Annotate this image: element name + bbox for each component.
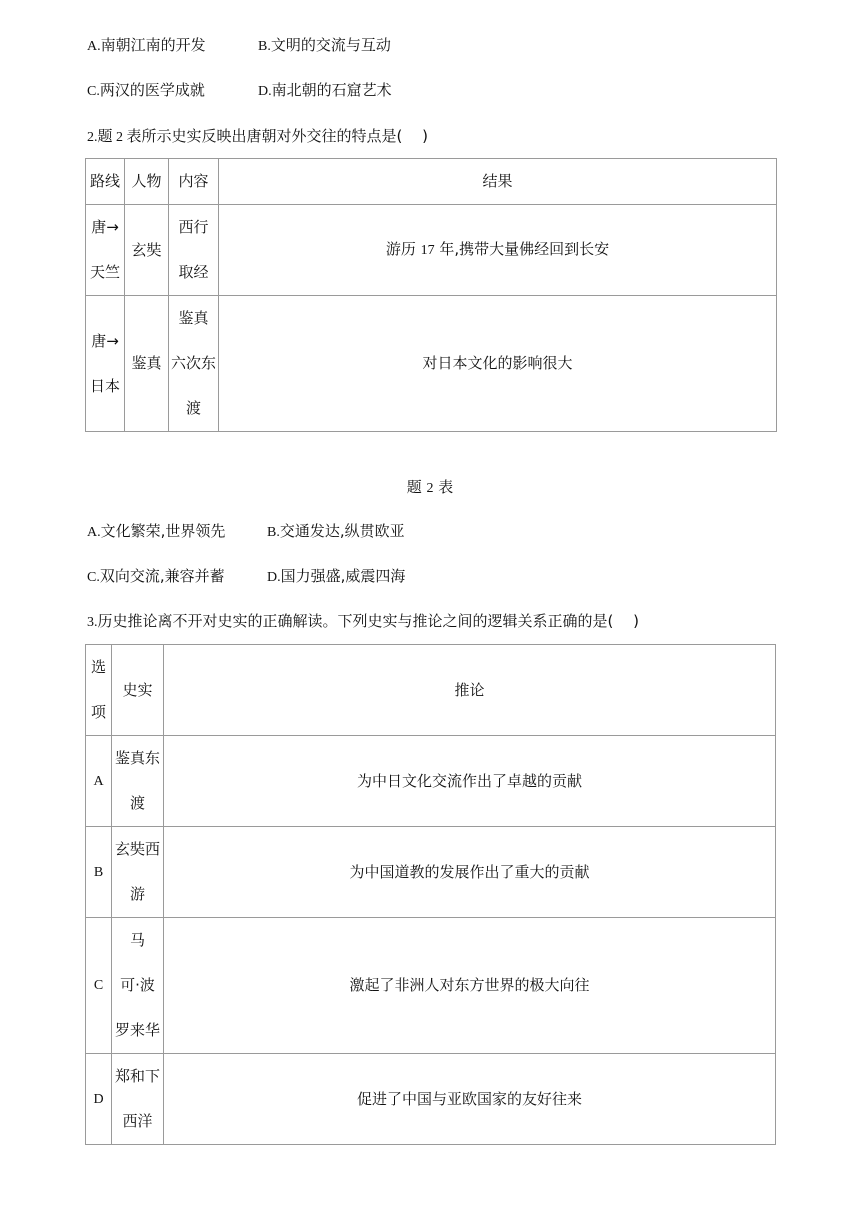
q3-header-inference: 推论: [164, 645, 776, 736]
q2-stem-pre: 题: [97, 127, 113, 145]
q2-table-caption: [0, 476, 860, 500]
q2-row1-result-post: 年,携带大量佛经回到长安: [434, 240, 610, 258]
q2-row1-result-pre: 游历: [385, 240, 421, 258]
q2-option-a-text: 文化繁荣,世界领先: [100, 522, 226, 540]
q1-option-d-text: 南北朝的石窟艺术: [271, 81, 392, 99]
q2-row2-route: [86, 296, 125, 432]
q2-row1-result-num: 17: [420, 243, 435, 258]
q1-option-c-letter: C.: [87, 84, 100, 99]
q2-header-content: 内容: [169, 159, 219, 205]
q3-table-row: [86, 736, 776, 827]
q2-option-a-letter: A.: [87, 525, 101, 540]
q3-row-a-fact: [112, 736, 164, 827]
q2-stem-num: 2: [112, 130, 127, 145]
q2-row1-content-line1: 西行: [178, 218, 209, 236]
q3-row-c-fact-line2: 可·波: [120, 976, 155, 994]
q3-stem: [87, 610, 639, 632]
q2-table-row: [86, 205, 777, 296]
q3-row-b-option: B: [86, 827, 112, 918]
q1-option-a: [87, 34, 206, 55]
q1-option-a-letter: A.: [87, 39, 101, 54]
q3-table-row: [86, 1054, 776, 1145]
q2-row1-route-line1: 唐→: [91, 218, 119, 236]
q2-caption-post: 表: [433, 478, 454, 496]
q3-row-a-inference: 为中日文化交流作出了卓越的贡献: [164, 736, 776, 827]
q2-row2-content-line1: 鉴真: [178, 309, 209, 327]
q2-table-row: [86, 296, 777, 432]
q2-option-c-letter: C.: [87, 570, 100, 585]
q3-header-option-line2: 项: [90, 703, 106, 721]
q2-row2-route-line1: 唐→: [91, 331, 119, 350]
q1-option-d-letter: D.: [258, 84, 272, 99]
q2-header-result: 结果: [219, 159, 777, 205]
q1-option-b: [258, 34, 391, 55]
q2-header-person: 人物: [125, 159, 169, 205]
q2-option-c-text: 双向交流,兼容并蓄: [99, 567, 225, 585]
q1-option-c-text: 两汉的医学成就: [99, 81, 205, 99]
q3-row-b-fact-line1: 玄奘西: [114, 840, 160, 858]
q3-stem-text: 历史推论离不开对史实的正确解读。下列史实与推论之间的逻辑关系正确的是( ): [97, 612, 639, 630]
q3-row-d-fact-line1: 郑和下: [114, 1067, 160, 1085]
q2-option-a: [87, 520, 225, 541]
q2-row1-route: [86, 205, 125, 296]
q2-option-b: [267, 520, 405, 541]
q1-option-a-text: 南朝江南的开发: [100, 36, 206, 54]
q3-row-c-option: C: [86, 918, 112, 1054]
q3-row-b-inference: 为中国道教的发展作出了重大的贡献: [164, 827, 776, 918]
q2-row1-content: [169, 205, 219, 296]
q3-table-row: [86, 827, 776, 918]
q2-row1-person: 玄奘: [125, 205, 169, 296]
q2-caption-pre: 题: [406, 478, 427, 496]
q3-row-c-fact: [112, 918, 164, 1054]
q3-row-d-inference: 促进了中国与亚欧国家的友好往来: [164, 1054, 776, 1145]
q2-number: 2.: [87, 130, 98, 145]
q2-option-b-letter: B.: [267, 525, 280, 540]
q3-row-d-fact-line2: 西洋: [122, 1112, 153, 1130]
q1-option-b-letter: B.: [258, 39, 271, 54]
q2-stem-post: 表所示史实反映出唐朝对外交往的特点是( ): [126, 127, 428, 145]
q3-header-option: [86, 645, 112, 736]
q3-table-row: [86, 918, 776, 1054]
q2-row2-route-line2: 日本: [89, 376, 120, 395]
q3-number: 3.: [87, 615, 98, 630]
q3-row-b-fact: [112, 827, 164, 918]
q3-row-d-fact: [112, 1054, 164, 1145]
q2-row2-content: [169, 296, 219, 432]
q3-header-fact: 史实: [112, 645, 164, 736]
q1-option-c: [87, 79, 205, 100]
q2-row2-result: 对日本文化的影响很大: [219, 296, 777, 432]
q3-row-c-fact-line3: 罗来华: [114, 1021, 160, 1039]
q2-option-b-text: 交通发达,纵贯欧亚: [279, 522, 405, 540]
q2-table-header-row: [86, 159, 777, 205]
q3-table-header-row: [86, 645, 776, 736]
q3-row-a-fact-line1: 鉴真东: [114, 749, 160, 767]
q2-stem: [87, 125, 428, 147]
q3-table: [85, 644, 776, 1145]
q3-row-d-option: D: [86, 1054, 112, 1145]
q1-option-b-text: 文明的交流与互动: [270, 36, 391, 54]
q2-option-d: [267, 565, 405, 586]
q2-header-route: 路线: [86, 159, 125, 205]
q2-row2-content-line3: 渡: [185, 399, 201, 417]
q2-row1-route-line2: 天竺: [89, 263, 120, 281]
q3-row-c-fact-line1: 马: [129, 931, 145, 949]
q2-caption-num: 2: [426, 481, 434, 496]
q2-option-d-text: 国力强盛,威震四海: [280, 567, 406, 585]
q2-table: [85, 158, 777, 432]
q1-option-d: [258, 79, 392, 100]
q2-row2-content-line2: 六次东: [170, 354, 216, 372]
q3-header-option-line1: 选: [90, 658, 106, 676]
q3-row-b-fact-line2: 游: [129, 885, 145, 903]
q3-row-c-inference: 激起了非洲人对东方世界的极大向往: [164, 918, 776, 1054]
q3-row-a-fact-line2: 渡: [129, 794, 145, 812]
q2-row1-result: [219, 205, 777, 296]
q2-option-d-letter: D.: [267, 570, 281, 585]
q2-row1-content-line2: 取经: [178, 263, 209, 281]
q3-row-a-option: A: [86, 736, 112, 827]
q2-row2-person: 鉴真: [125, 296, 169, 432]
q2-option-c: [87, 565, 225, 586]
